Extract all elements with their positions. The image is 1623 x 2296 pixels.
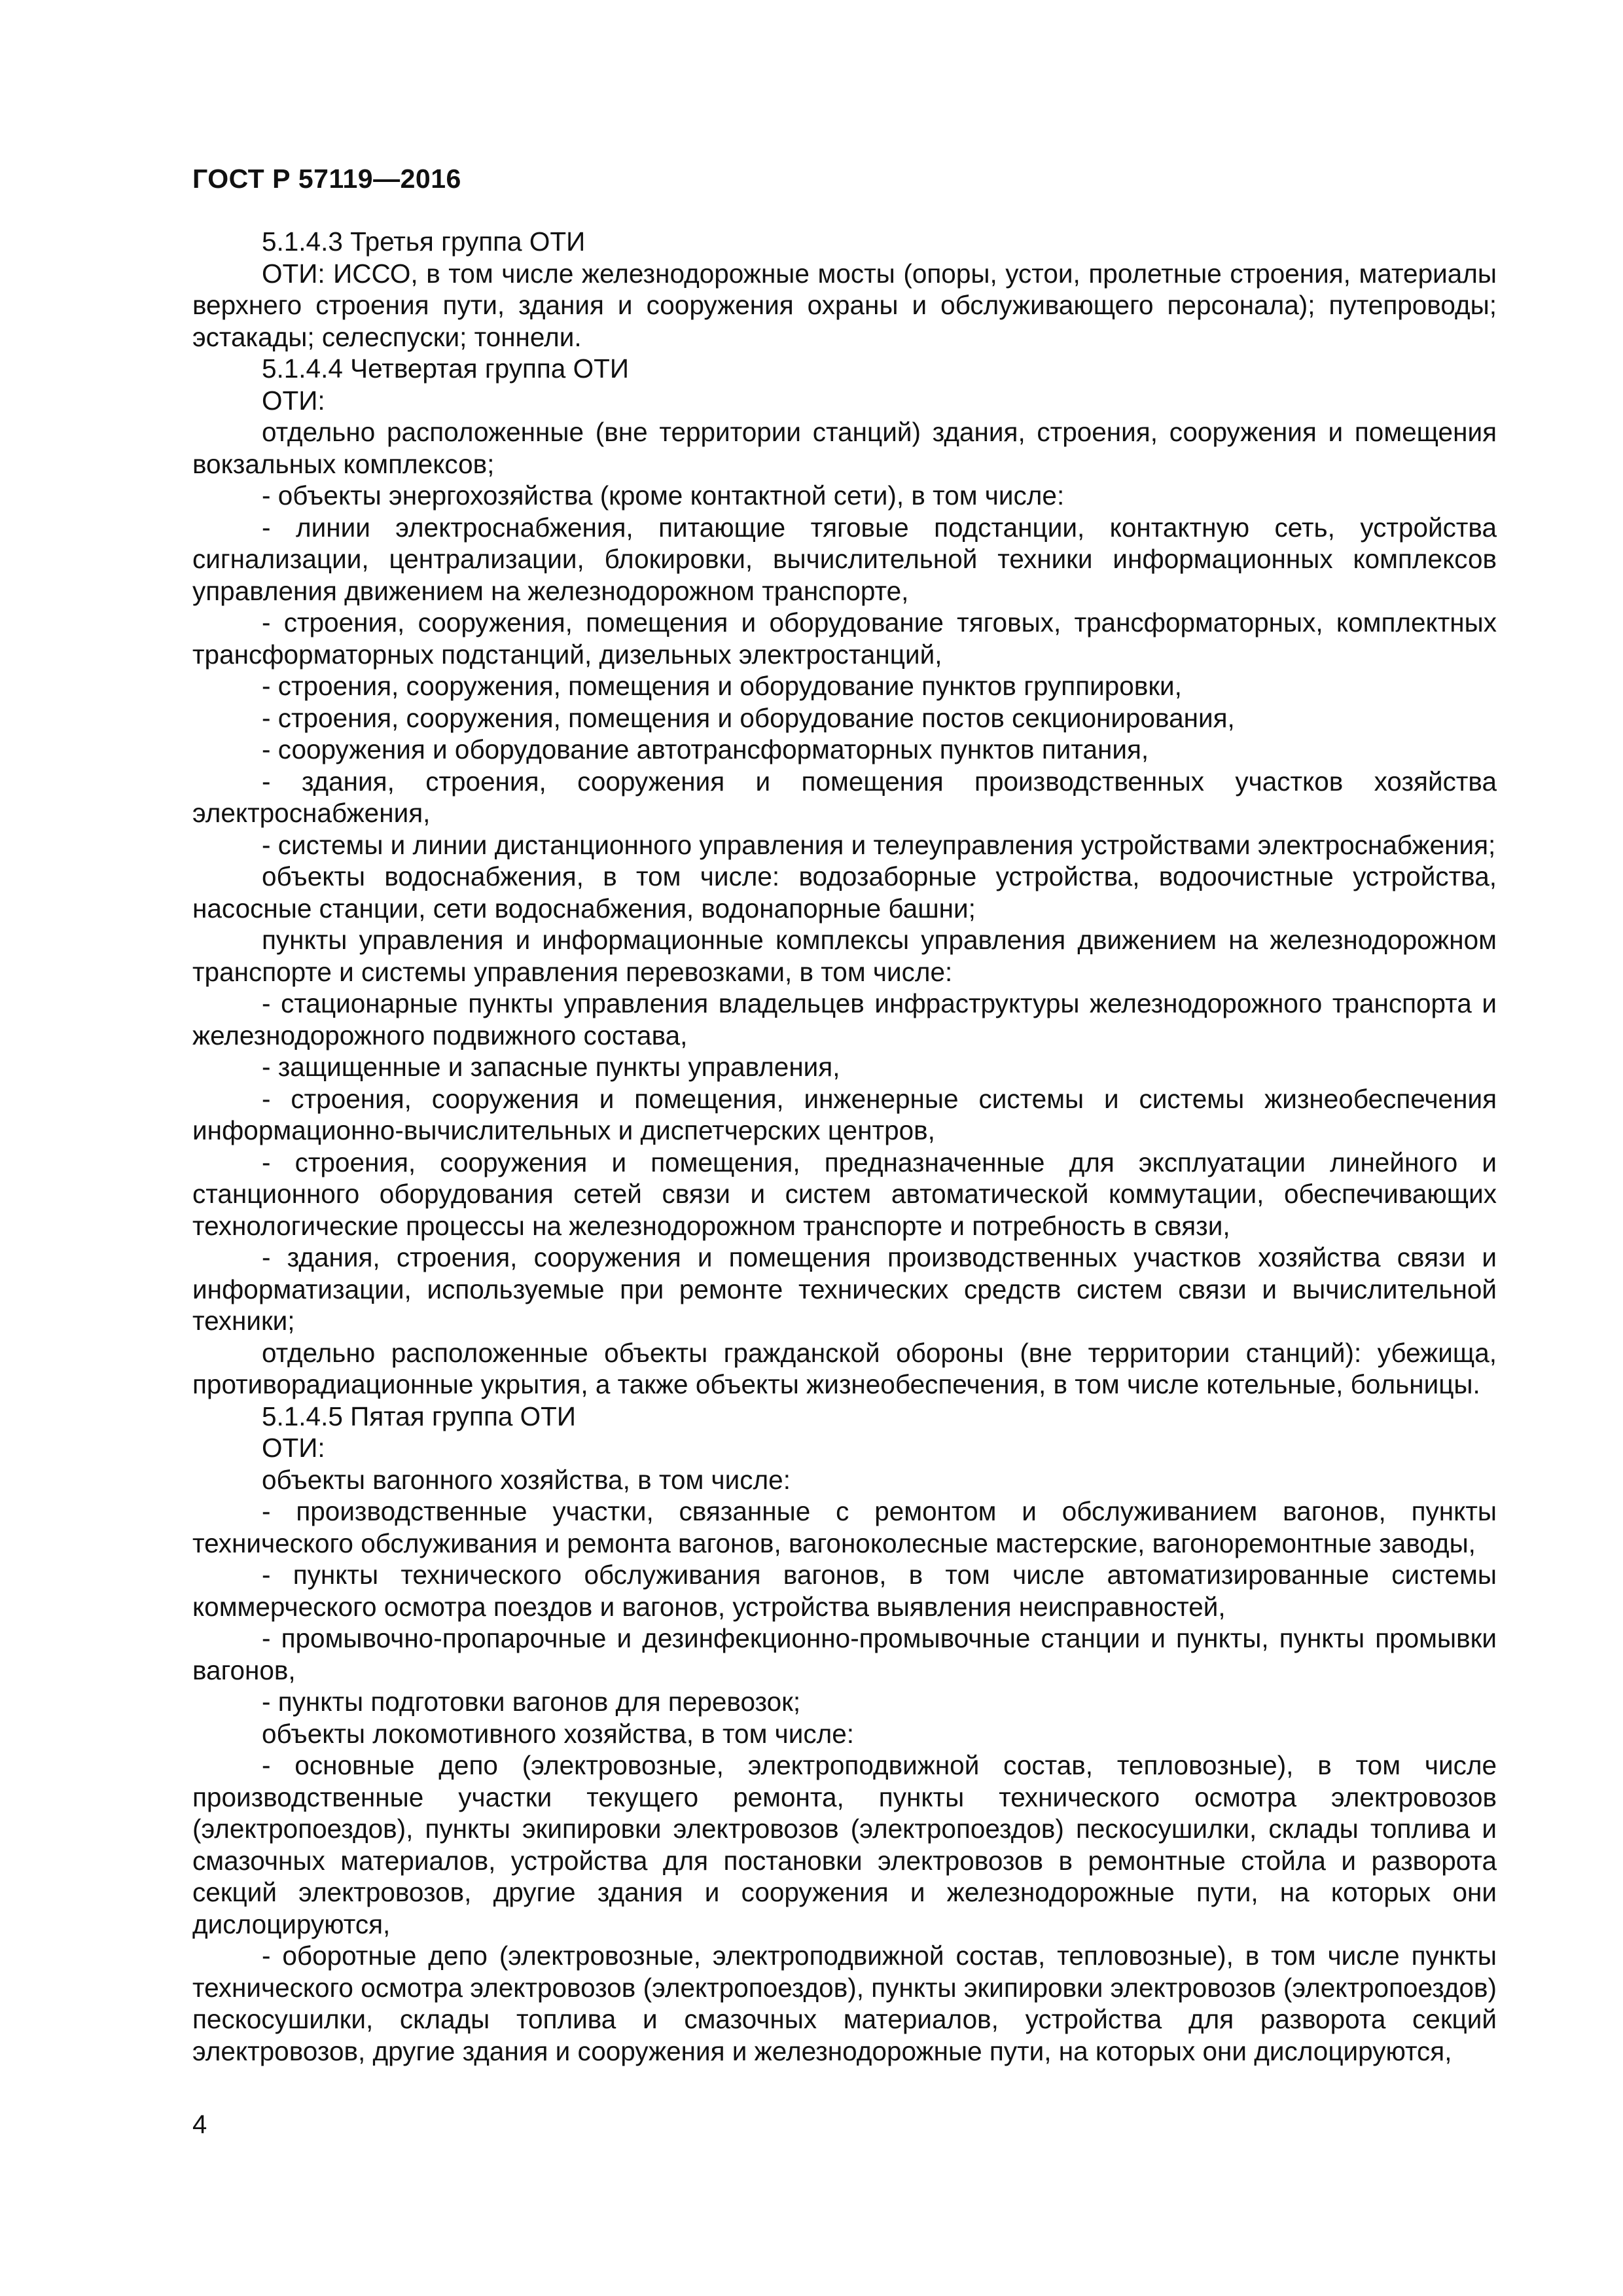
body-text: [192, 226, 1497, 2067]
paragraph: отдельно расположенные (вне территории станций) здания, строения, сооружения и помещения вокзальных комплексов;: [192, 417, 1497, 479]
paragraph: ОТИ:: [262, 1433, 325, 1463]
section-heading: 5.1.4.5 Пятая группа ОТИ: [262, 1401, 577, 1431]
list-item: - объекты энергохозяйства (кроме контактной сети), в том числе:: [262, 480, 1065, 511]
paragraph: объекты водоснабжения, в том числе: водозаборные устройства, водоочистные устройства, насосные станции, сети водоснабжения, водонапорные башни;: [192, 861, 1497, 924]
list-item: - оборотные депо (электровозные, электроподвижной состав, тепловозные), в том числе пункты технического осмотра электровозов (электропоездов), пункты экипировки электровозов (электропоездов) пескосушилки, склады топлива и смазочных материалов, устройства для разворота секций электровозов, другие здания и сооружения и железнодорожные пути, на которых они дислоцируются,: [192, 1941, 1497, 2066]
list-item: - основные депо (электровозные, электроподвижной состав, тепловозные), в том числе производственные участки текущего ремонта, пункты технического осмотра электровозов (электропоездов), пункты экипировки электровозов (электропоездов) пескосушилки, склады топлива и смазочных материалов, устройства для постановки электровозов в ремонтные стойла и разворота секций электровозов, другие здания и сооружения и железнодорожные пути, на которых они дислоцируются,: [192, 1750, 1497, 1939]
list-item: - стационарные пункты управления владельцев инфраструктуры железнодорожного транспорта и железнодорожного подвижного состава,: [192, 988, 1497, 1050]
paragraph: пункты управления и информационные комплексы управления движением на железнодорожном транспорте и системы управления перевозками, в том числе:: [192, 925, 1497, 987]
standard-header: ГОСТ Р 57119—2016: [192, 164, 461, 194]
paragraph: ОТИ: ИССО, в том числе железнодорожные мосты (опоры, устои, пролетные строения, материалы верхнего строения пути, здания и сооружения охраны и обслуживающего персонала); путепроводы; эстакады; селеспуски; тоннели.: [192, 258, 1497, 352]
list-item: - строения, сооружения и помещения, инженерные системы и системы жизнеобеспечения информационно-вычислительных и диспетчерских центров,: [192, 1083, 1497, 1145]
list-item: - линии электроснабжения, питающие тяговые подстанции, контактную сеть, устройства сигнализации, централизации, блокировки, вычислительной техники информационных комплексов управления движением на железнодорожном транспорте,: [192, 512, 1497, 606]
list-item: - защищенные и запасные пункты управления,: [262, 1052, 840, 1082]
list-item: - промывочно-пропарочные и дезинфекционно-промывочные станции и пункты, пункты промывки вагонов,: [192, 1623, 1497, 1685]
list-item: - системы и линии дистанционного управления и телеуправления устройствами электроснабжения;: [262, 829, 1496, 860]
paragraph: отдельно расположенные объекты гражданской обороны (вне территории станций): убежища, противорадиационные укрытия, а также объекты жизнеобеспечения, в том числе котельные, больницы.: [192, 1337, 1497, 1399]
list-item: - строения, сооружения и помещения, предназначенные для эксплуатации линейного и станционного оборудования сетей связи и систем автоматической коммутации, обеспечивающих технологические процессы на железнодорожном транспорте и потребность в связи,: [192, 1147, 1497, 1241]
section-heading: 5.1.4.3 Третья группа ОТИ: [262, 226, 586, 257]
list-item: - здания, строения, сооружения и помещения производственных участков хозяйства электроснабжения,: [192, 766, 1497, 828]
paragraph: объекты локомотивного хозяйства, в том числе:: [262, 1718, 855, 1749]
list-item: - здания, строения, сооружения и помещения производственных участков хозяйства связи и информатизации, используемые при ремонте технических средств систем связи и вычислительной техники;: [192, 1242, 1497, 1336]
page-number: 4: [192, 2110, 207, 2139]
paragraph: объекты вагонного хозяйства, в том числе:: [262, 1464, 791, 1495]
list-item: - пункты подготовки вагонов для перевозок;: [262, 1687, 801, 1717]
list-item: - строения, сооружения, помещения и оборудование тяговых, трансформаторных, комплектных трансформаторных подстанций, дизельных электростанций,: [192, 607, 1497, 670]
list-item: - сооружения и оборудование автотрансформаторных пунктов питания,: [262, 734, 1149, 764]
section-heading: 5.1.4.4 Четвертая группа ОТИ: [262, 353, 629, 384]
list-item: - производственные участки, связанные с ремонтом и обслуживанием вагонов, пункты технического обслуживания и ремонта вагонов, вагоноколесные мастерские, вагоноремонтные заводы,: [192, 1496, 1497, 1558]
list-item: - пункты технического обслуживания вагонов, в том числе автоматизированные системы коммерческого осмотра поездов и вагонов, устройства выявления неисправностей,: [192, 1560, 1497, 1622]
paragraph: ОТИ:: [262, 385, 325, 416]
list-item: - строения, сооружения, помещения и оборудование постов секционирования,: [262, 702, 1235, 733]
list-item: - строения, сооружения, помещения и оборудование пунктов группировки,: [262, 671, 1182, 701]
